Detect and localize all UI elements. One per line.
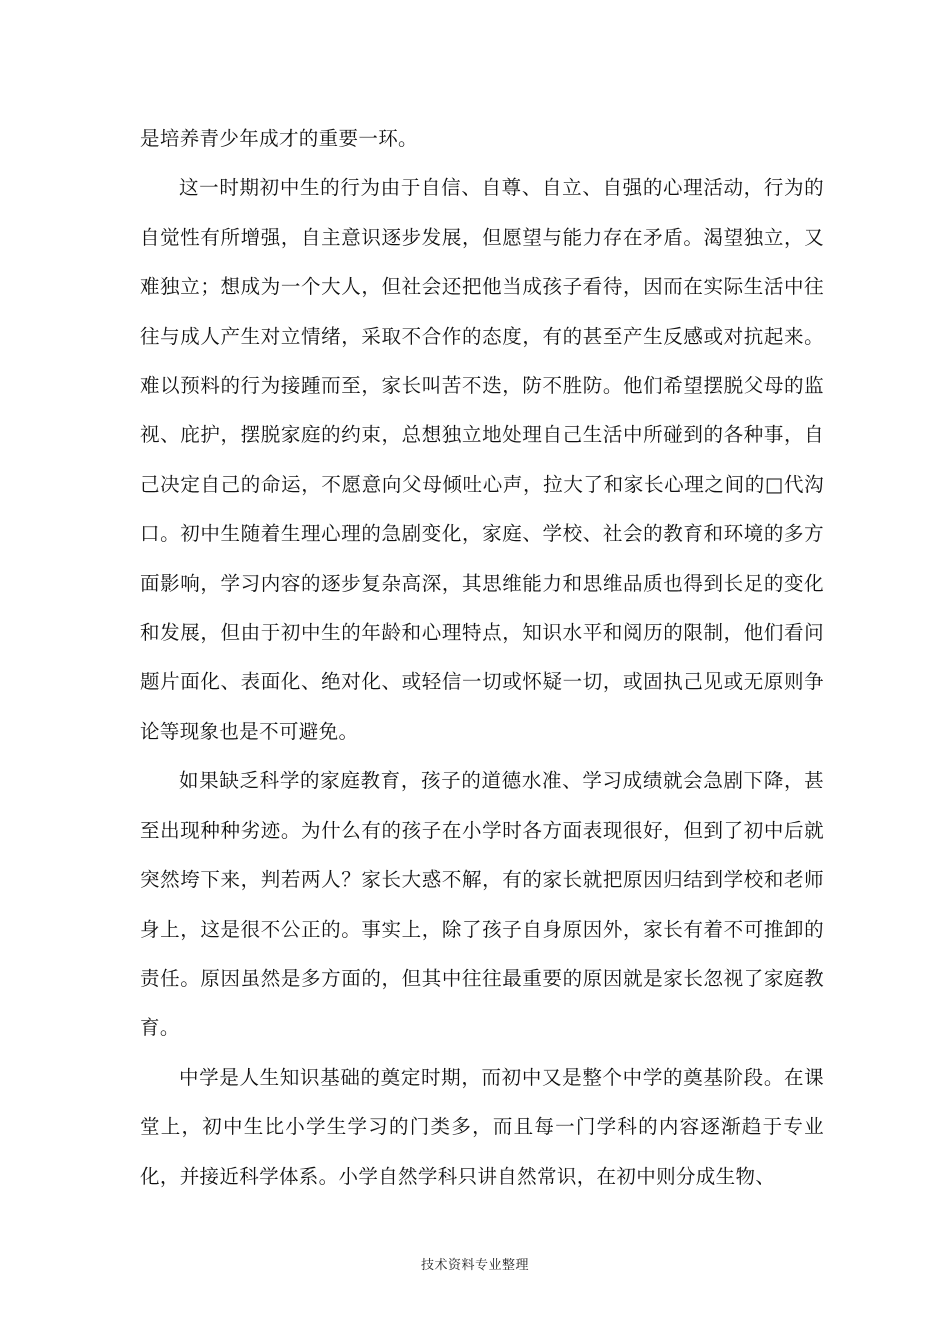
paragraph-middle-school-foundation: 中学是人生知识基础的奠定时期，而初中又是整个中学的奠基阶段。在课堂上，初中生比小学生学习的门类多，而且每一门学科的内容逐渐趋于专业化，并接近科学体系。小学自然学科只讲自然常识，在初中则分成生物、 [140, 1065, 824, 1188]
page-footer: 技术资料专业整理 [420, 1258, 529, 1273]
paragraph-family-education: 如果缺乏科学的家庭教育，孩子的道德水准、学习成绩就会急剧下降，甚至出现种种劣迹。为什么有的孩子在小学时各方面表现很好，但到了初中后就突然垮下来，判若两人？家长大惑不解，有的家长就把原因归结到学校和老师身上，这是很不公正的。事实上，除了孩子自身原因外，家长有着不可推卸的责任。原因虽然是多方面的，但其中往往最重要的原因就是家长忽视了家庭教育。 [140, 769, 824, 1040]
body-text [140, 114, 824, 1201]
paragraph-adolescent-behavior: 这一时期初中生的行为由于自信、自尊、自立、自强的心理活动，行为的自觉性有所增强，自主意识逐步发展，但愿望与能力存在矛盾。渴望独立，又难独立；想成为一个大人，但社会还把他当成孩子看待，因而在实际生活中往往与成人产生对立情绪，采取不合作的态度，有的甚至产生反感或对抗起来。难以预料的行为接踵而至，家长叫苦不迭，防不胜防。他们希望摆脱父母的监视、庇护，摆脱家庭的约束，总想独立地处理自己生活中所碰到的各种事，自己决定自己的命运，不愿意向父母倾吐心声，拉大了和家长心理之间的□代沟口。初中生随着生理心理的急剧变化，家庭、学校、社会的教育和环境的多方面影响，学习内容的逐步复杂高深，其思维能力和思维品质也得到长足的变化和发展，但由于初中生的年龄和心理特点，知识水平和阅历的限制，他们看问题片面化、表面化、绝对化、或轻信一切或怀疑一切，或固执己见或无原则争论等现象也是不可避免。 [140, 176, 824, 743]
paragraph-continuation: 是培养青少年成才的重要一环。 [140, 127, 418, 150]
